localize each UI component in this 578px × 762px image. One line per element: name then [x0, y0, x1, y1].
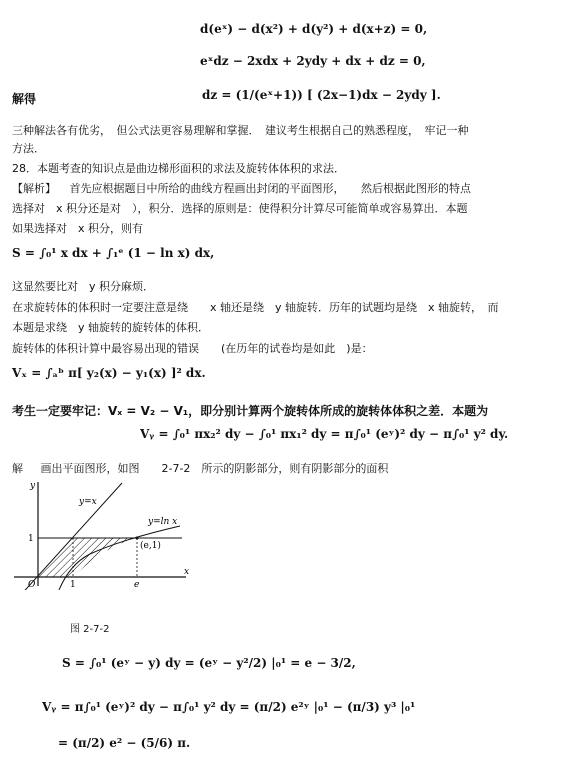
equation-area-y: S = ∫₀¹ (eʸ − y) dy = (eʸ − y²/2) |₀¹ = e − 3/2,: [62, 656, 356, 670]
analysis-line-1: [12, 180, 471, 196]
label-origin: O: [28, 580, 36, 590]
equation-vy: Vᵧ = ∫₀¹ πx₂² dy − ∫₀¹ πx₁² dy = π∫₀¹ (eʸ)² dy − π∫₀¹ y² dy.: [140, 427, 509, 441]
analysis-tag: 【解析】: [12, 182, 56, 195]
equation-volume: Vᵧ = π∫₀¹ (eʸ)² dy − π∫₀¹ y² dy = (π/2) e²ʸ |₀¹ − (π/3) y³ |₀¹: [42, 700, 416, 714]
equation-vx: Vₓ = ∫ₐᵇ π[ y₂(x) − y₁(x) ]² dx.: [12, 366, 206, 380]
label-one-y: 1: [28, 534, 34, 544]
analysis-line-3: 如果选择对 x 积分，则有: [12, 222, 144, 235]
paragraph-methods-end: 方法．: [12, 142, 45, 155]
paragraph-error: 旋转体的体积计算中最容易出现的错误 (在历年的试卷均是如此 )是：: [12, 342, 373, 355]
figure-2-7-2: [10, 478, 200, 590]
label-y-equals-lnx: y=ln x: [148, 517, 178, 527]
solution-line: [12, 460, 388, 476]
equation-2: eˣdz − 2xdx + 2ydy + dx + dz = 0,: [200, 54, 426, 68]
analysis-text-1: 首先应根据题目中所给的曲线方程画出封闭的平面图形， 然后根据此图形的特点: [69, 182, 471, 195]
label-y-axis: y: [30, 481, 36, 491]
figure-caption: 图 2-7-2: [70, 624, 110, 635]
label-e: e: [134, 580, 140, 590]
paragraph-rotation-1: 在求旋转体的体积时一定要注意是绕 x 轴还是绕 y 轴旋转．历年的试题均是绕 x 轴旋转， 而: [12, 301, 499, 314]
equation-3: dz = (1/(eˣ+1)) [ (2x−1)dx − 2ydy ].: [202, 88, 441, 102]
analysis-line-2: 选择对 x 积分还是对 ），积分．选择的原则是：使得积分计算尽可能简单或容易算出．本题: [12, 202, 468, 215]
label-point-e-1: (e,1): [140, 541, 161, 551]
equation-area-x: S = ∫₀¹ x dx + ∫₁ᵉ (1 − ln x) dx,: [12, 246, 215, 260]
point-e-1: [136, 537, 139, 540]
question-28: 28．本题考查的知识点是曲边梯形面积的求法及旋转体体积的求法．: [12, 162, 345, 175]
obtain-label: 解得: [12, 92, 37, 106]
solution-text: 画出平面图形，如图 2-7-2 所示的阴影部分，则有阴影部分的面积: [40, 462, 389, 475]
label-one-x: 1: [70, 580, 76, 590]
solution-tag: 解: [12, 462, 23, 475]
equation-volume-result: = (π/2) e² − (5/6) π.: [58, 736, 191, 750]
label-x-axis: x: [184, 567, 190, 577]
paragraph-trouble: 这显然要比对 y 积分麻烦．: [12, 280, 155, 293]
paragraph-methods: 三种解法各有优劣， 但公式法更容易理解和掌握． 建议考生根据自己的熟悉程度， 牢记一种: [12, 124, 469, 137]
equation-1: d(eˣ) − d(x²) + d(y²) + d(x+z) = 0,: [200, 22, 428, 36]
label-y-equals-x: y=x: [79, 497, 97, 507]
shaded-region: [38, 538, 137, 577]
paragraph-rotation-2: 本题是求绕 y 轴旋转的旋转体的体积．: [12, 321, 210, 334]
paragraph-remember: 考生一定要牢记：Vₓ = V₂ − V₁，即分别计算两个旋转体所成的旋转体体积之差．本题为: [12, 404, 489, 418]
